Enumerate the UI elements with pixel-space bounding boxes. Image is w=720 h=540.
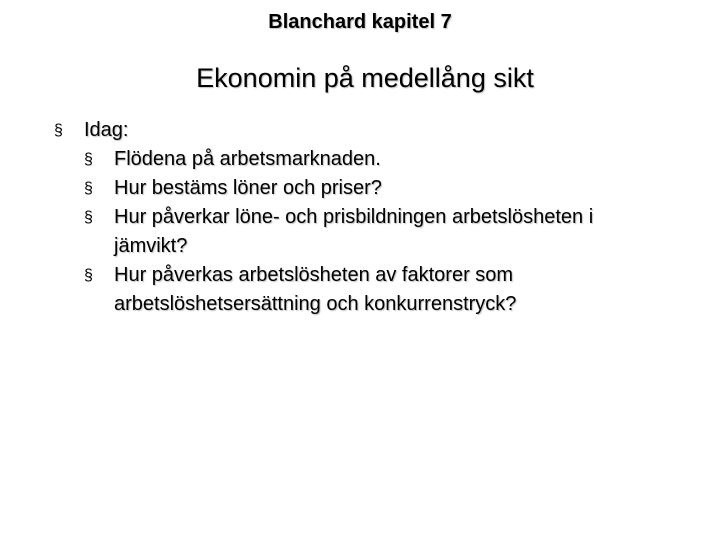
bullet-square-icon: § [84, 151, 93, 168]
bullet-text: Flödena på arbetsmarknaden. [114, 148, 381, 170]
bullet-square-icon: § [84, 180, 93, 197]
bullet-text: Idag: [84, 119, 129, 141]
bullet-item-faktorer [84, 261, 674, 319]
bullet-item-loner-priser [84, 174, 674, 203]
slide-title: Ekonomin på medellång sikt [196, 63, 534, 93]
bullet-item-flodena [84, 145, 674, 174]
bullet-list [54, 116, 674, 319]
slide-header: Blanchard kapitel 7 [268, 11, 452, 33]
bullet-square-icon: § [54, 122, 63, 139]
bullet-square-icon: § [84, 209, 93, 226]
bullet-square-icon: § [84, 267, 93, 284]
bullet-item-jamvikt [84, 203, 674, 261]
bullet-text: Hur påverkas arbetslösheten av faktorer som arbetslöshetsersättning och konkurrenstryck? [114, 264, 517, 315]
bullet-text: Hur bestäms löner och priser? [114, 177, 382, 199]
bullet-text: Hur påverkar löne- och prisbildningen arbetslösheten i jämvikt? [114, 206, 594, 257]
bullet-item-idag [54, 116, 674, 145]
